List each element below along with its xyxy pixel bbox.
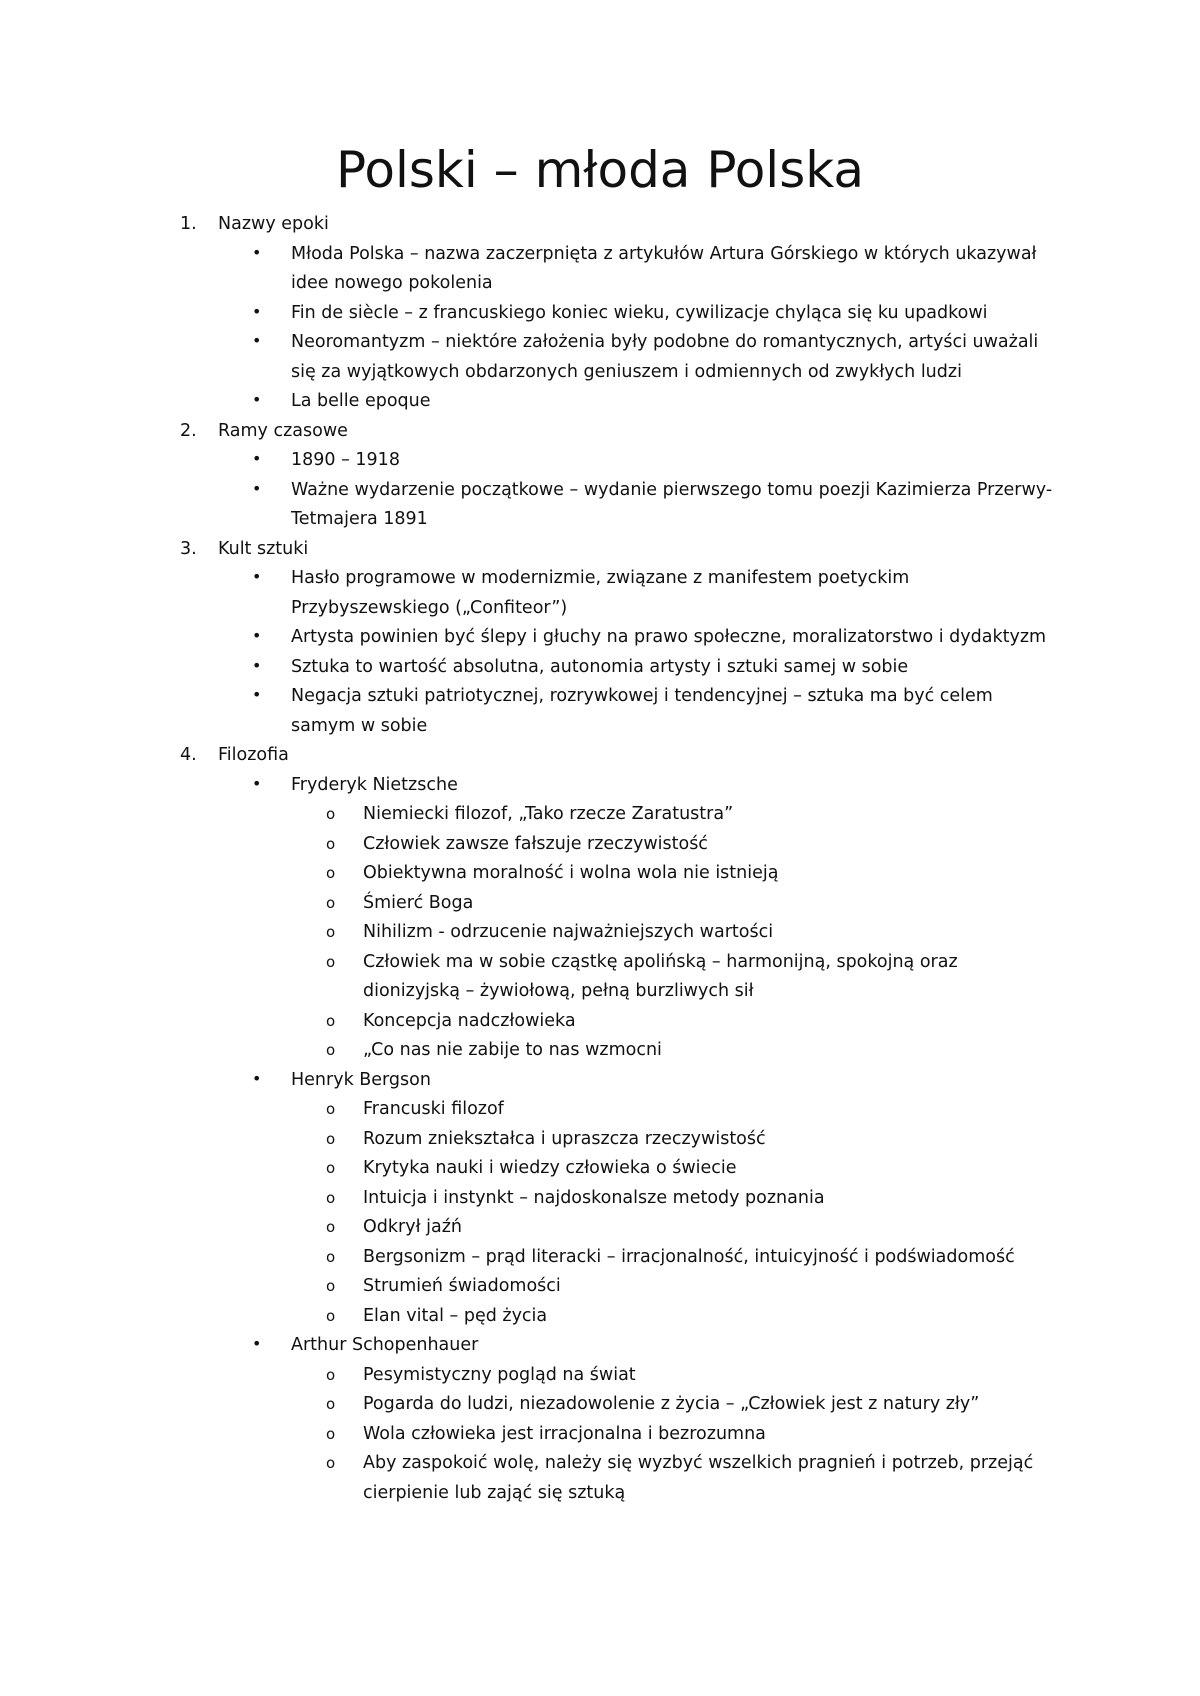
sub-list-item-text: Koncepcja nadczłowieka bbox=[363, 1010, 576, 1031]
bullet-marker: • bbox=[252, 1068, 262, 1088]
sub-list-item bbox=[0, 1420, 1200, 1450]
sub-bullet-marker: o bbox=[326, 1306, 336, 1325]
section-heading bbox=[0, 535, 1200, 565]
sub-bullet-marker: o bbox=[326, 893, 336, 912]
list-item-text: Negacja sztuki patriotycznej, rozrywkowej i tendencyjnej – sztuka ma być celem samym w sobie bbox=[291, 686, 993, 736]
sub-bullet-marker: o bbox=[326, 834, 336, 853]
sub-list-item bbox=[0, 1302, 1200, 1332]
sub-list-item bbox=[0, 1213, 1200, 1243]
list-item bbox=[0, 623, 1200, 653]
bullet-marker: • bbox=[252, 301, 262, 321]
list-item-text: Sztuka to wartość absolutna, autonomia artysty i sztuki samej w sobie bbox=[291, 656, 909, 677]
sub-bullet-marker: o bbox=[326, 864, 336, 882]
sub-bullet-marker: o bbox=[326, 1011, 336, 1030]
list-item bbox=[0, 299, 1200, 329]
document-body bbox=[0, 210, 1200, 1508]
section-heading-text: Ramy czasowe bbox=[218, 420, 348, 441]
sub-bullet-marker: o bbox=[326, 805, 336, 823]
bullet-marker: • bbox=[252, 626, 262, 645]
list-item-text: Hasło programowe w modernizmie, związane z manifestem poetyckim Przybyszewskiego („Confiteor”) bbox=[291, 568, 910, 618]
section-heading-text: Nazwy epoki bbox=[218, 214, 329, 234]
bullet-marker: • bbox=[252, 449, 262, 468]
bullet-marker: • bbox=[252, 390, 262, 409]
sub-list-item bbox=[0, 1154, 1200, 1184]
sub-list-item bbox=[0, 1007, 1200, 1037]
sub-list-item bbox=[0, 948, 1200, 1007]
sub-bullet-marker: o bbox=[326, 1218, 336, 1236]
list-item-text: Arthur Schopenhauer bbox=[291, 1335, 479, 1355]
sub-list-item-text: Odkrył jaźń bbox=[363, 1217, 462, 1237]
bullet-marker: • bbox=[252, 655, 262, 675]
list-item bbox=[0, 328, 1200, 387]
section-heading bbox=[0, 741, 1200, 771]
sub-list-item bbox=[0, 1361, 1200, 1391]
list-item-text: Fin de siècle – z francuskiego koniec wieku, cywilizacje chyląca się ku upadkowi bbox=[291, 302, 988, 323]
sub-bullet-marker: o bbox=[326, 1129, 336, 1148]
sub-list-item-text: „Co nas nie zabije to nas wzmocni bbox=[363, 1040, 662, 1060]
sub-list-item bbox=[0, 889, 1200, 919]
sub-list-item bbox=[0, 1272, 1200, 1302]
section-heading bbox=[0, 417, 1200, 447]
list-item-text: Artysta powinien być ślepy i głuchy na prawo społeczne, moralizatorstwo i dydaktyzm bbox=[291, 627, 1047, 647]
sub-list-item-text: Obiektywna moralność i wolna wola nie istnieją bbox=[363, 863, 779, 883]
sub-list-item-text: Człowiek ma w sobie cząstkę apolińską – harmonijną, spokojną oraz dionizyjską – żywiołową, pełną burzliwych sił bbox=[363, 951, 958, 1001]
sub-list-item-text: Niemiecki filozof, „Tako rzecze Zaratustra” bbox=[363, 804, 734, 824]
sub-list-item-text: Francuski filozof bbox=[363, 1099, 504, 1119]
bullet-marker: • bbox=[252, 331, 262, 350]
list-item-text: La belle epoque bbox=[291, 391, 431, 411]
sub-bullet-marker: o bbox=[326, 1159, 336, 1177]
sub-list-item bbox=[0, 1449, 1200, 1508]
sub-bullet-marker: o bbox=[326, 1365, 336, 1384]
sub-list-item-text: Intuicja i instynkt – najdoskonalsze metody poznania bbox=[363, 1187, 825, 1208]
list-item bbox=[0, 564, 1200, 623]
sub-list-item bbox=[0, 800, 1200, 830]
sub-list-item-text: Strumień świadomości bbox=[363, 1276, 561, 1296]
section-number: 4. bbox=[180, 745, 197, 765]
sub-list-item-text: Rozum zniekształca i upraszcza rzeczywistość bbox=[363, 1128, 766, 1149]
sub-bullet-marker: o bbox=[326, 1247, 336, 1266]
sub-list-item-text: Elan vital – pęd życia bbox=[363, 1305, 548, 1326]
bullet-marker: • bbox=[252, 242, 262, 262]
sub-bullet-marker: o bbox=[326, 1100, 336, 1118]
list-item-text: Henryk Bergson bbox=[291, 1069, 431, 1090]
sub-list-item-text: Człowiek zawsze fałszuje rzeczywistość bbox=[363, 833, 708, 854]
sub-list-item-text: Krytyka nauki i wiedzy człowieka o świecie bbox=[363, 1158, 737, 1178]
list-item bbox=[0, 682, 1200, 741]
sub-list-item bbox=[0, 830, 1200, 860]
sub-list-item-text: Aby zaspokoić wolę, należy się wyzbyć wszelkich pragnień i potrzeb, przejąć cierpienie lub zająć się sztuką bbox=[363, 1453, 1034, 1503]
bullet-marker: • bbox=[252, 773, 262, 793]
sub-list-item bbox=[0, 1095, 1200, 1125]
bullet-marker: • bbox=[252, 685, 262, 704]
sub-list-item-text: Śmierć Boga bbox=[363, 892, 474, 913]
bullet-marker: • bbox=[252, 478, 262, 498]
list-item bbox=[0, 1331, 1200, 1361]
list-item bbox=[0, 446, 1200, 476]
sub-list-item bbox=[0, 918, 1200, 948]
bullet-marker: • bbox=[252, 1334, 262, 1353]
sub-bullet-marker: o bbox=[326, 1041, 336, 1059]
list-item bbox=[0, 653, 1200, 683]
section-heading-text: Filozofia bbox=[218, 745, 289, 765]
list-item-text: Młoda Polska – nazwa zaczerpnięta z artykułów Artura Górskiego w których ukazywał idee nowego pokolenia bbox=[291, 243, 1037, 293]
sub-list-item bbox=[0, 1390, 1200, 1420]
list-item bbox=[0, 1066, 1200, 1096]
list-item bbox=[0, 771, 1200, 801]
sub-bullet-marker: o bbox=[326, 952, 336, 971]
section-heading-text: Kult sztuki bbox=[218, 538, 309, 559]
page-title: Polski – młoda Polska bbox=[336, 141, 864, 199]
list-item bbox=[0, 387, 1200, 417]
sub-list-item bbox=[0, 1243, 1200, 1273]
section-number: 3. bbox=[180, 538, 197, 559]
section-number: 1. bbox=[180, 214, 197, 234]
sub-list-item-text: Wola człowieka jest irracjonalna i bezrozumna bbox=[363, 1423, 766, 1444]
sub-bullet-marker: o bbox=[326, 1277, 336, 1295]
list-item-text: 1890 – 1918 bbox=[291, 450, 400, 470]
sub-bullet-marker: o bbox=[326, 923, 336, 941]
section-number: 2. bbox=[180, 420, 197, 441]
sub-bullet-marker: o bbox=[326, 1188, 336, 1207]
bullet-marker: • bbox=[252, 567, 262, 586]
list-item bbox=[0, 240, 1200, 299]
section-heading bbox=[0, 210, 1200, 240]
sub-bullet-marker: o bbox=[326, 1454, 336, 1472]
sub-list-item bbox=[0, 1125, 1200, 1155]
sub-bullet-marker: o bbox=[326, 1424, 336, 1443]
list-item-text: Fryderyk Nietzsche bbox=[291, 774, 458, 795]
sub-list-item-text: Nihilizm - odrzucenie najważniejszych wartości bbox=[363, 922, 774, 942]
sub-list-item bbox=[0, 1036, 1200, 1066]
sub-list-item bbox=[0, 859, 1200, 889]
sub-list-item-text: Pogarda do ludzi, niezadowolenie z życia – „Człowiek jest z natury zły” bbox=[363, 1394, 980, 1414]
list-item-text: Neoromantyzm – niektóre założenia były podobne do romantycznych, artyści uważali się za wyjątkowych obdarzonych geniuszem i odmiennych od zwykłych ludzi bbox=[291, 332, 1039, 382]
sub-bullet-marker: o bbox=[326, 1395, 336, 1413]
sub-list-item bbox=[0, 1184, 1200, 1214]
list-item-text: Ważne wydarzenie początkowe – wydanie pierwszego tomu poezji Kazimierza Przerwy-Tetmajera 1891 bbox=[291, 479, 1053, 529]
sub-list-item-text: Bergsonizm – prąd literacki – irracjonalność, intuicyjność i podświadomość bbox=[363, 1246, 1015, 1267]
sub-list-item-text: Pesymistyczny pogląd na świat bbox=[363, 1364, 636, 1385]
list-item bbox=[0, 476, 1200, 535]
